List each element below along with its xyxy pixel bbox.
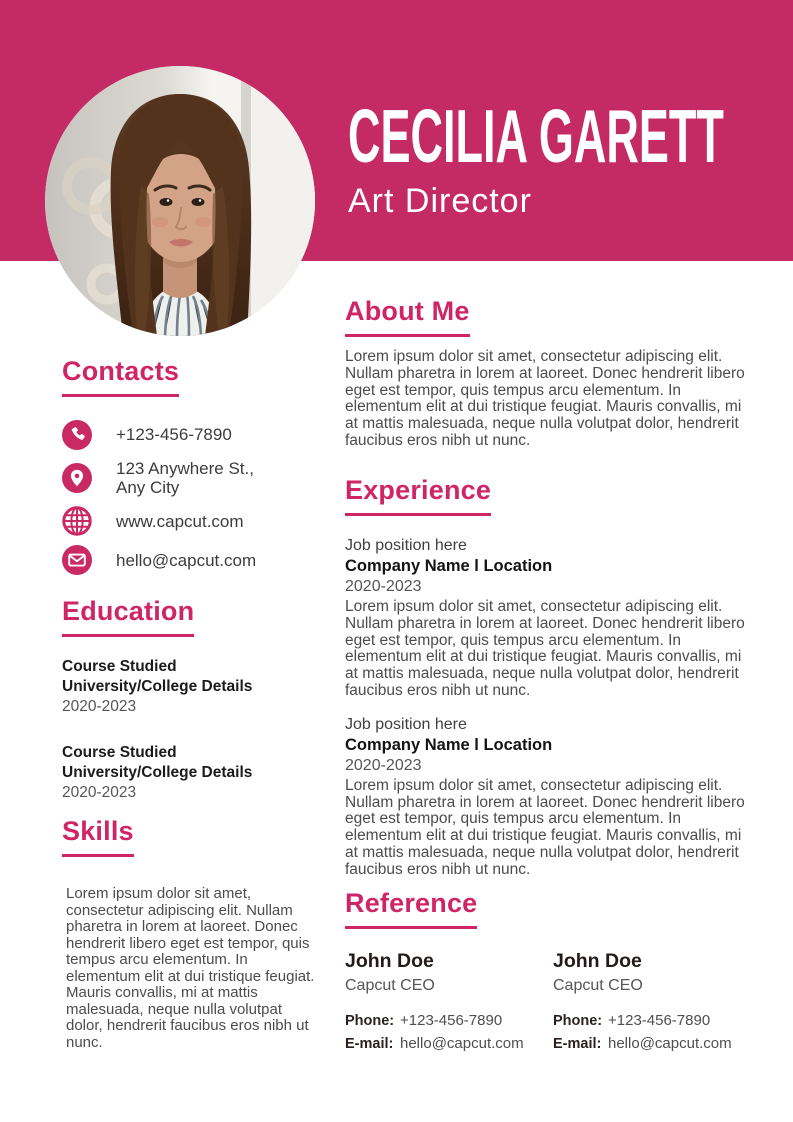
experience-position: Job position here	[345, 537, 467, 554]
portrait-illustration	[45, 66, 315, 336]
experience-heading: Experience	[345, 475, 491, 516]
experience-section	[345, 475, 757, 879]
reference-name: John Doe	[345, 950, 434, 972]
reference-email-value: hello@capcut.com	[608, 1035, 732, 1053]
reference-role: Capcut CEO	[345, 977, 435, 995]
person-job-title: Art Director	[348, 182, 532, 220]
contact-row-email	[62, 545, 314, 575]
experience-position: Job position here	[345, 715, 467, 733]
profile-photo	[45, 66, 315, 336]
contact-website-value: www.capcut.com	[116, 511, 244, 531]
person-name: CECILIA GARETT	[348, 94, 724, 178]
education-years: 2020-2023	[62, 784, 137, 801]
education-school: University/College Details	[62, 764, 253, 781]
contacts-heading: Contacts	[62, 356, 179, 397]
skills-section	[62, 816, 316, 1051]
contact-list	[62, 420, 314, 575]
about-body-text: Lorem ipsum dolor sit amet, consectetur adipiscing elit. Nullam pharetra in lorem at laoreet. Donec hendrerit libero eget est tempor, quis tempus arcu elementum. In elementum elit at dui tristique feugiat. Mauris convallis, mi at mattis malesuada, neque nulla volutpat dolor, hendrerit faucibus eros nibh ut nunc.	[345, 348, 745, 449]
education-heading: Education	[62, 596, 194, 637]
experience-entry	[345, 535, 757, 700]
reference-section	[345, 888, 785, 1058]
contact-address-value: 123 Anywhere St., Any City	[116, 459, 254, 498]
skills-body-text: Lorem ipsum dolor sit amet, consectetur adipiscing elit. Nullam pharetra in lorem at laoreet. Donec hendrerit libero eget est tempor, quis tempus arcu elementum. In elementum elit at dui tristique feugiat. Mauris convallis, mi at mattis malesuada, neque nulla volutpat dolor, hendrerit faucibus eros nibh ut nunc.	[66, 885, 315, 1051]
contact-row-phone	[62, 420, 314, 450]
reference-contact-rows	[553, 1012, 761, 1052]
reference-phone-row	[553, 1012, 761, 1029]
reference-name: John Doe	[553, 950, 642, 972]
contact-row-address	[62, 459, 314, 497]
reference-columns	[345, 951, 785, 1058]
reference-role: Capcut CEO	[553, 977, 643, 995]
experience-entry	[345, 714, 757, 879]
globe-icon	[62, 506, 92, 536]
contact-row-website	[62, 506, 314, 536]
reference-email-label: E-mail:	[553, 1036, 602, 1053]
reference-phone-label: Phone:	[345, 1013, 395, 1030]
header-text-block	[348, 94, 778, 221]
reference-phone-label: Phone:	[553, 1013, 603, 1030]
experience-description: Lorem ipsum dolor sit amet, consectetur adipiscing elit. Nullam pharetra in lorem at laoreet. Donec hendrerit libero eget est tempor, quis tempus arcu elementum. In elementum elit at dui tristique feugiat. Mauris convallis, mi at mattis malesuada, neque nulla volutpat dolor, hendrerit faucibus eros nibh ut nunc.	[345, 598, 745, 699]
phone-icon	[62, 420, 92, 450]
education-years: 2020-2023	[62, 698, 137, 715]
experience-years: 2020-2023	[345, 578, 422, 595]
reference-email-row	[553, 1035, 761, 1052]
reference-entry	[553, 951, 761, 1058]
reference-phone-row	[345, 1012, 553, 1029]
reference-email-row	[345, 1035, 553, 1052]
experience-company: Company Name l Location	[345, 735, 553, 754]
education-entry	[62, 657, 324, 717]
education-entry	[62, 743, 324, 803]
reference-contact-rows	[345, 1012, 553, 1052]
experience-description: Lorem ipsum dolor sit amet, consectetur adipiscing elit. Nullam pharetra in lorem at laoreet. Donec hendrerit libero eget est tempor, quis tempus arcu elementum. In elementum elit at dui tristique feugiat. Mauris convallis, mi at mattis malesuada, neque nulla volutpat dolor, hendrerit faucibus eros nibh ut nunc.	[345, 776, 745, 878]
reference-heading: Reference	[345, 888, 477, 929]
contact-email-value: hello@capcut.com	[116, 550, 257, 570]
contacts-section	[62, 356, 314, 584]
reference-entry	[345, 951, 553, 1058]
experience-years: 2020-2023	[345, 756, 422, 774]
reference-email-label: E-mail:	[345, 1036, 394, 1053]
reference-phone-value: +123-456-7890	[608, 1012, 711, 1030]
experience-company: Company Name l Location	[345, 557, 553, 575]
location-icon	[62, 463, 92, 493]
contact-phone-value: +123-456-7890	[116, 425, 232, 445]
about-heading: About Me	[345, 296, 470, 337]
education-school: University/College Details	[62, 678, 253, 695]
skills-heading: Skills	[62, 816, 134, 857]
mail-icon	[62, 545, 92, 575]
education-section	[62, 596, 324, 803]
reference-email-value: hello@capcut.com	[400, 1035, 524, 1053]
reference-phone-value: +123-456-7890	[400, 1012, 503, 1030]
education-course: Course Studied	[62, 658, 177, 675]
education-course: Course Studied	[62, 744, 177, 761]
about-section	[345, 296, 757, 450]
